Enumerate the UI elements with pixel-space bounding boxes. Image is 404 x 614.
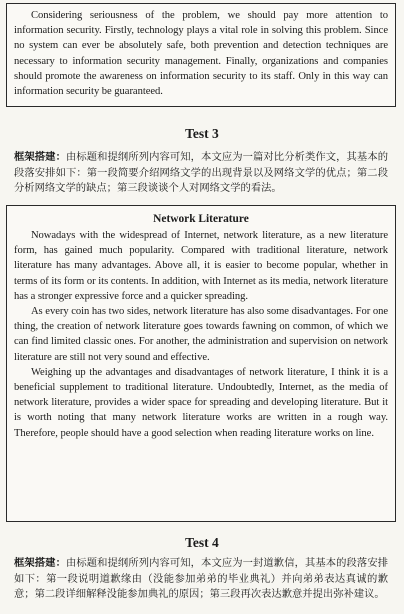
essay-paragraph-1: Nowadays with the widespread of Internet, network literature, as a new literature form, has gained much popularity. Compared with traditional literature, network literature has many advantages. Above all, it is easier to become popular, whether in terms of its form or its contents. In addition, with Internet as its media, network literature has a stronger expressive force and a quicker spreading. <box>14 230 388 302</box>
essay-paragraph-3: Weighing up the advantages and disadvantages of network literature, I think it is a beneficial supplement to traditional literature. Undoubtedly, Internet, as the media of network literature, provides a wider space for spreading and developing literature. But it is worth noting that many network literature works are written in a rough way. Therefore, people should have a good selection when reading literature works on line. <box>14 366 388 439</box>
test-3-essay-box <box>6 205 396 522</box>
framework-label: 框架搭建： <box>14 557 66 569</box>
essay-paragraph-2: As every coin has two sides, network literature has also some disadvantages. For one thing, the creation of network literature goes towards fawning on common, of which we can find limited classic ones. For another, the administration and supervision on network literature are still not very sound and effective. <box>14 306 388 363</box>
framework-text: 由标题和提纲所列内容可知，本文应为一封道歉信，其基本的段落安排如下：第一段说明道歉缘由（没能参加弟弟的毕业典礼）并向弟弟表达真诚的歉意；第二段详细解释没能参加典礼的原因；第三段再次表达歉意并提出弥补建议。 <box>14 557 389 601</box>
test-3-framework <box>6 150 396 197</box>
essay-title: Network Literature <box>153 213 249 225</box>
essay-continuation-box <box>6 3 396 107</box>
test-4-framework <box>6 556 396 603</box>
test-3-heading: Test 3 <box>185 126 219 141</box>
framework-label: 框架搭建： <box>14 151 66 163</box>
test-4-heading: Test 4 <box>185 535 219 550</box>
essay-paragraph: Considering seriousness of the problem, we should pay more attention to information security. Firstly, technology plays a vital role in solving this problem. Since no system can ever be absolutely safe, both prevention and detection techniques are necessary to information security management. Finally, organizations and companies should promote the awareness on information security to its staff. Only in this way can information security be guaranteed. <box>14 10 388 98</box>
framework-text: 由标题和提纲所列内容可知，本文应为一篇对比分析类作文，其基本的段落安排如下：第一段简要介绍网络文学的出现背景以及网络文学的优点；第二段分析网络文学的缺点；第三段谈谈个人对网络文学的看法。 <box>14 151 389 195</box>
